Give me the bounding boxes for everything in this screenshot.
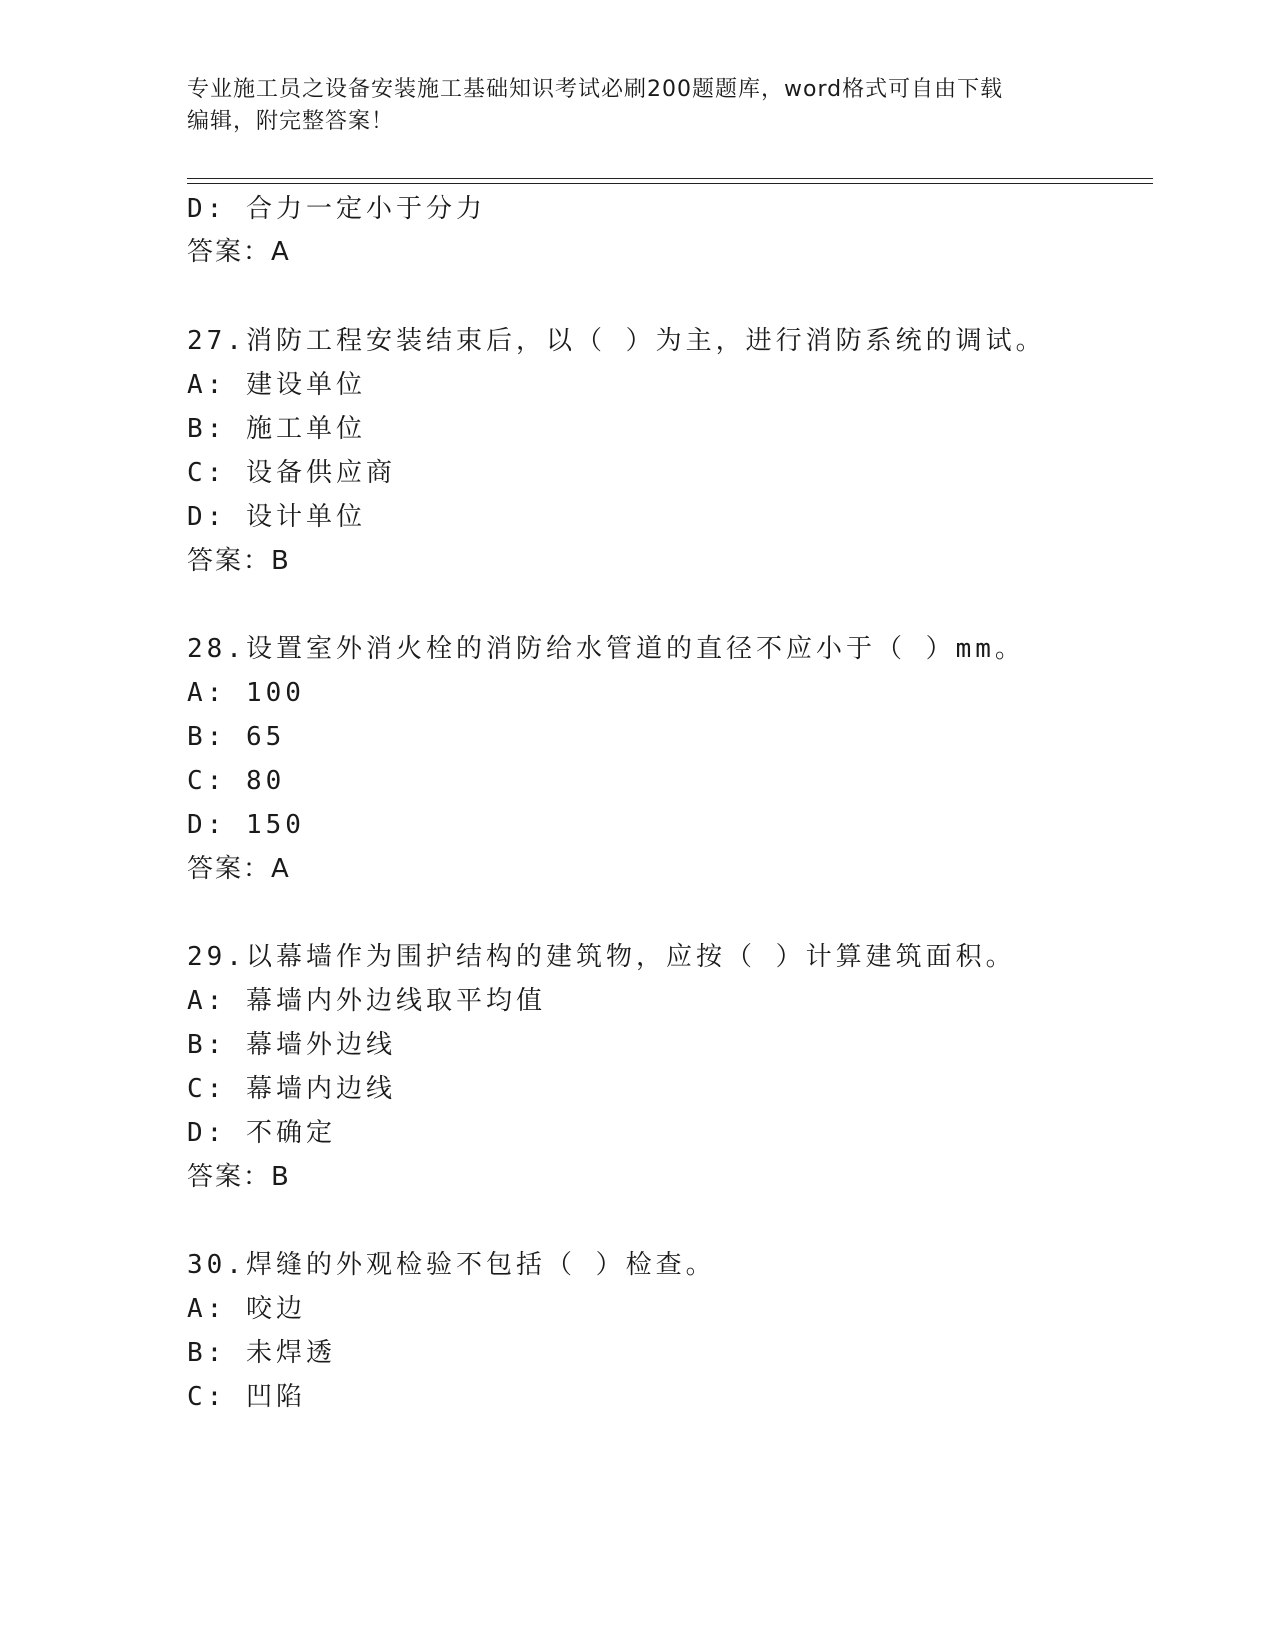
option-line: A: 100 <box>187 678 305 708</box>
header-divider-bottom <box>187 183 1153 184</box>
question-line: 28.设置室外消火栓的消防给水管道的直径不应小于（ ）mm。 <box>187 634 1025 664</box>
option-line: D: 150 <box>187 810 305 840</box>
option-line: A: 幕墙内外边线取平均值 <box>187 986 546 1016</box>
question-line: 29.以幕墙作为围护结构的建筑物，应按（ ）计算建筑面积。 <box>187 942 1016 972</box>
option-line: D: 设计单位 <box>187 502 366 532</box>
header-divider-top <box>187 178 1153 179</box>
answer-line: 答案：B <box>187 1162 291 1192</box>
option-line: A: 咬边 <box>187 1294 306 1324</box>
option-line: D: 不确定 <box>187 1118 336 1148</box>
answer-line: 答案：A <box>187 237 291 267</box>
option-line: C: 凹陷 <box>187 1382 306 1412</box>
question-line: 30.焊缝的外观检验不包括（ ）检查。 <box>187 1250 716 1280</box>
option-line: C: 幕墙内边线 <box>187 1074 396 1104</box>
answer-line: 答案：B <box>187 546 291 576</box>
answer-line: 答案：A <box>187 854 291 884</box>
option-line: B: 幕墙外边线 <box>187 1030 396 1060</box>
option-line: C: 80 <box>187 766 286 796</box>
header-line-1: 专业施工员之设备安装施工基础知识考试必刷200题题库，word格式可自由下载 <box>187 77 1004 102</box>
option-line: B: 65 <box>187 722 286 752</box>
header-line-2: 编辑，附完整答案！ <box>187 109 395 134</box>
question-line: 27.消防工程安装结束后，以（ ）为主，进行消防系统的调试。 <box>187 326 1046 356</box>
option-line: B: 施工单位 <box>187 414 366 444</box>
option-line: C: 设备供应商 <box>187 458 396 488</box>
option-line: A: 建设单位 <box>187 370 366 400</box>
option-line: D: 合力一定小于分力 <box>187 194 486 224</box>
option-line: B: 未焊透 <box>187 1338 336 1368</box>
document-header <box>187 74 1087 138</box>
